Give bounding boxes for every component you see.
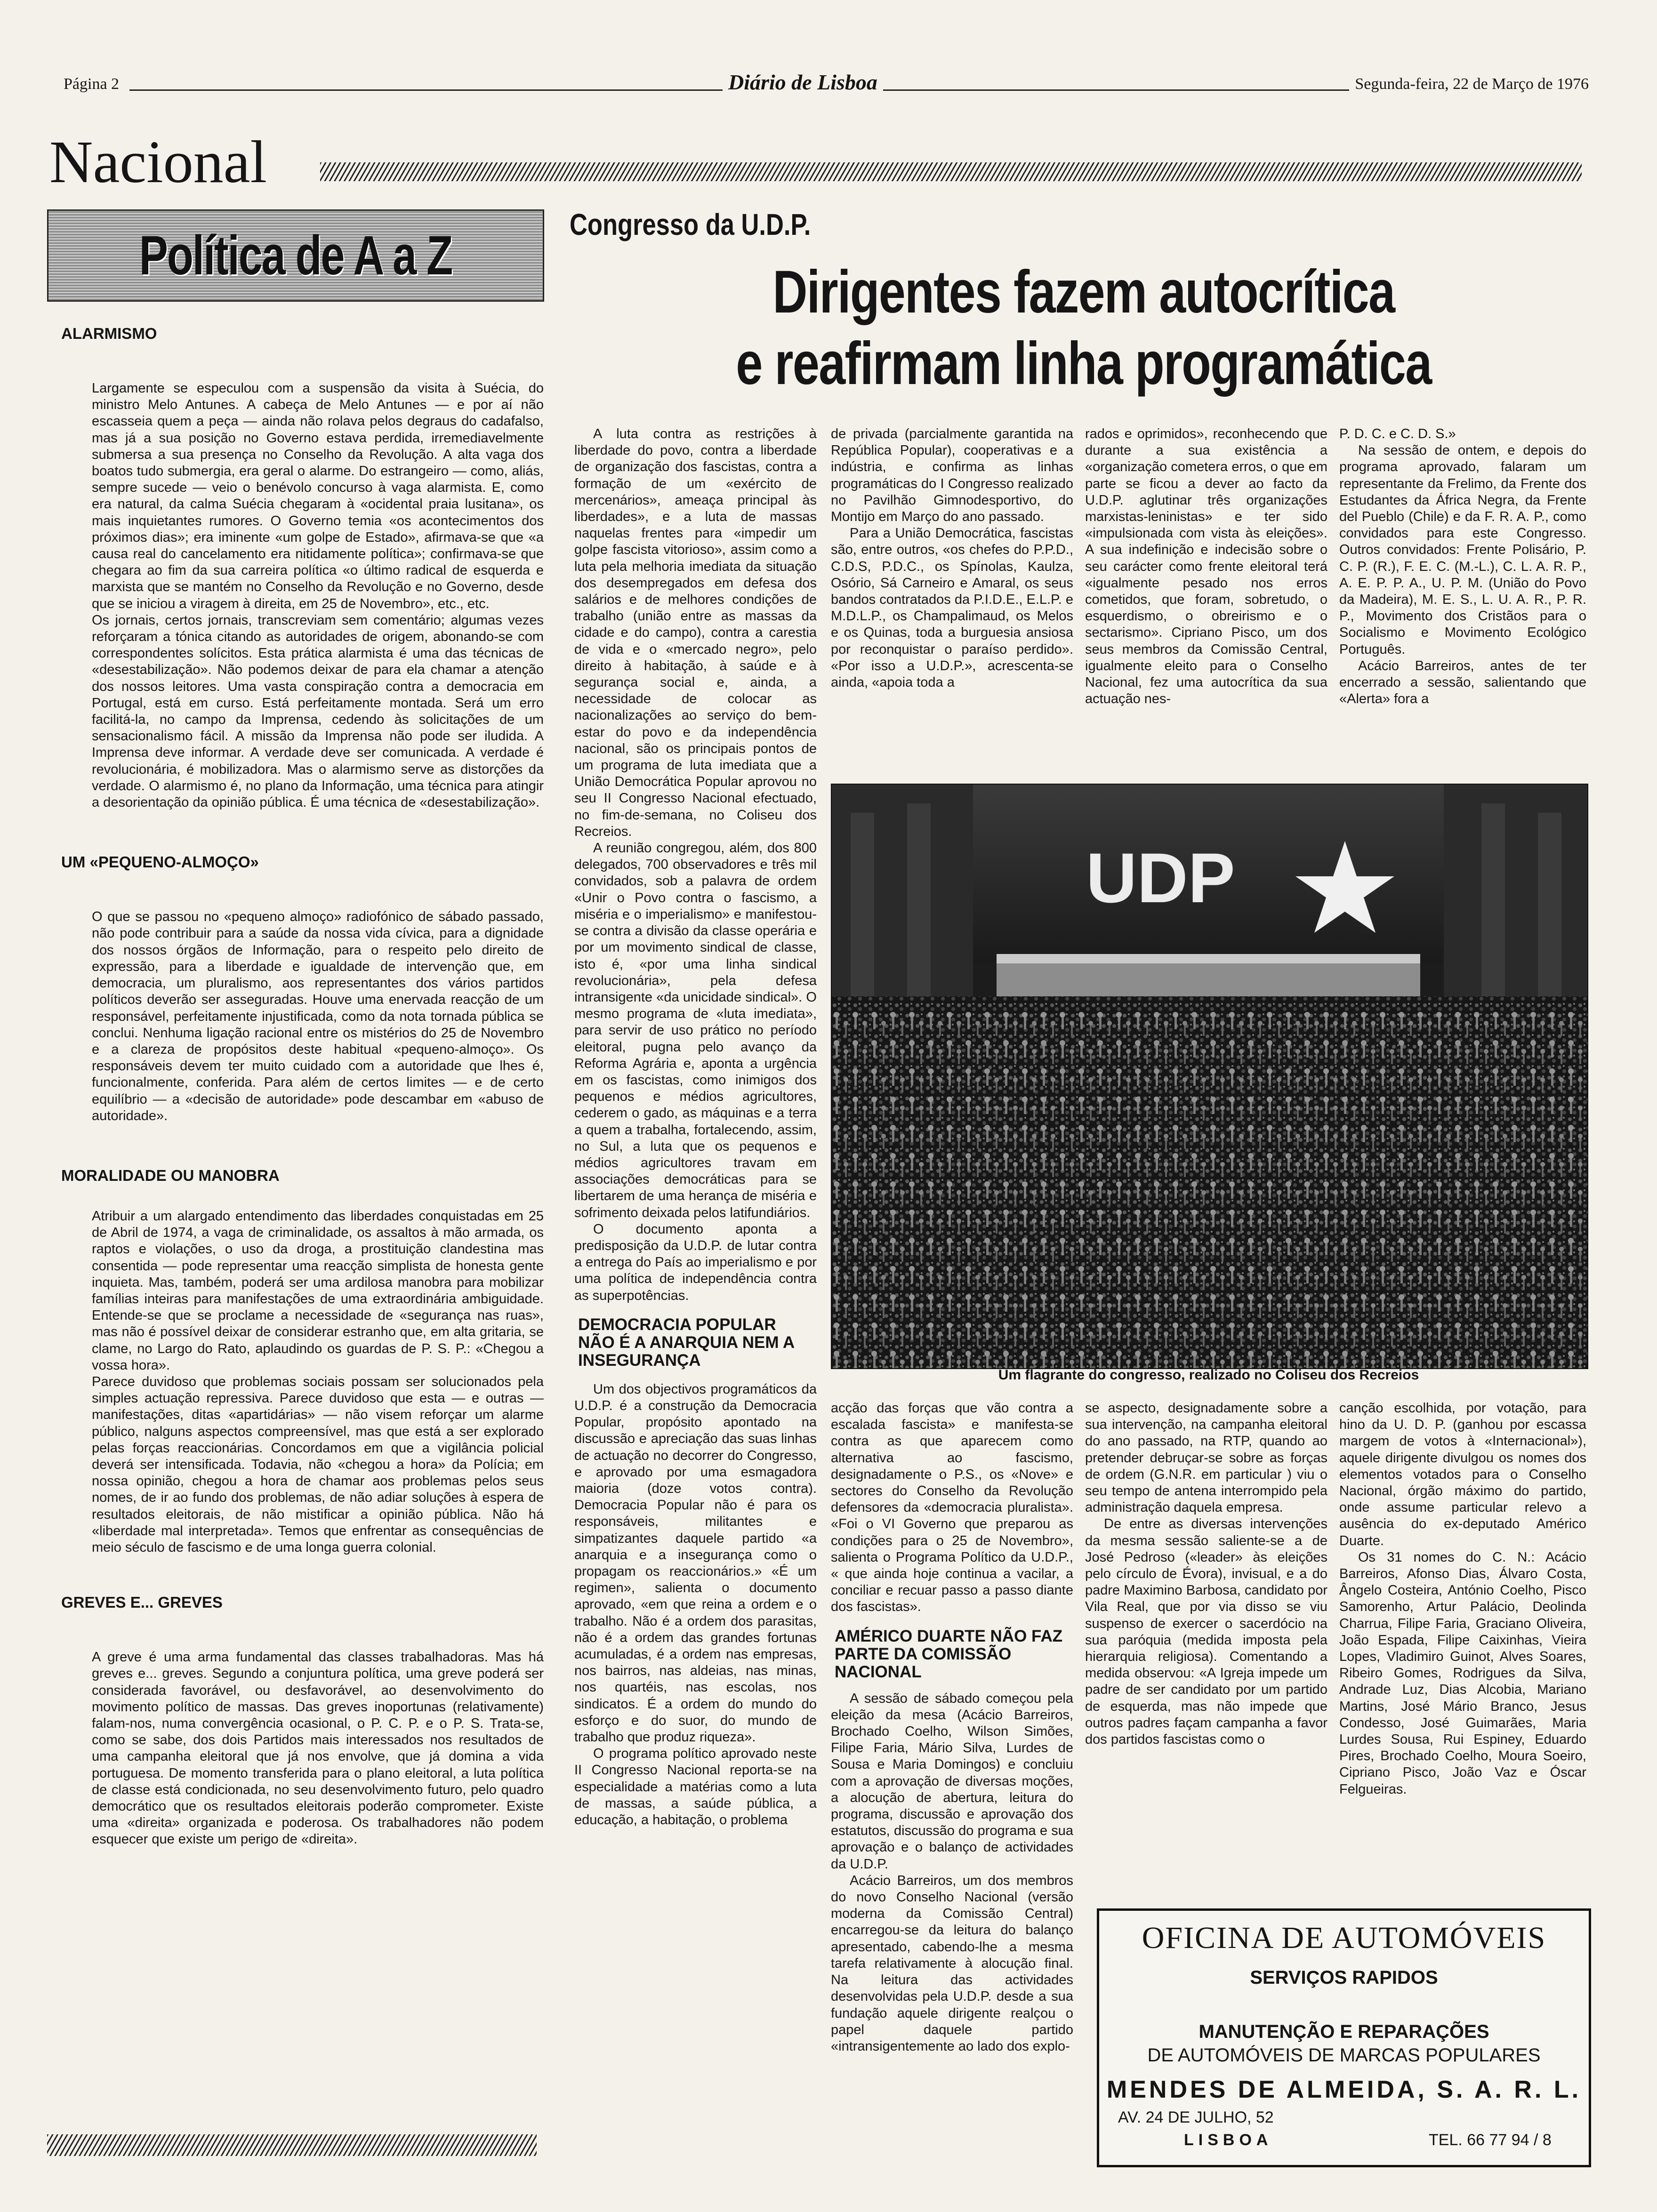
article-kicker: Congresso da U.D.P.	[570, 208, 811, 241]
article-paragraph: acção das forças que vão contra a escalada fascista» e manifesta-se contra as que aparecem como alternativa ao fascismo, designadamente o P.S., os «Nove» e sectores do Conselho da Revolução defensores da «democracia pluralista». «Foi o VI Governo que preparou as condições para o 25 de Novembro», salienta o Programa Político da U.D.P., « que ainda hoje continua a vacilar, a conciliar e recuar passo a passo diante dos fascistas».	[831, 1401, 1073, 1615]
article-paragraph: Acácio Barreiros, um dos membros do novo Conselho Nacional (versão moderna da Comissão Central) encarregou-se da leitura do balanço apresentado, cabendo-lhe a mesma tarefa relativamente à alocução final. Na leitura das actividades desenvolvidas pela U.D.P. desde a sua fundação aquele dirigente realçou o papel daquele partido «intransigentemente ao lado dos explo-	[831, 1873, 1073, 2054]
article-paragraph: A luta contra as restrições à liberdade do povo, contra a liberdade de organização dos fascistas, contra a formação de um «exército de mercenários», ameaça principal às liberdades», e a luta de massas naquelas frentes para «impedir um golpe fascista vitorioso», assim como a luta pela melhoria imediata da situação dos desempregados em defesa dos salários e de melhores condições de trabalho (união entre as massas da cidade e do campo), contra a carestia de vida e o «mercado negro», pelo direito à habitação, à saúde e à segurança social e, ainda, a necessidade de colocar as nacionalizações ao serviço do bem-estar do povo e da independência nacional, são os principais pontos de um programa de luta imediata que a União Democrática Popular aprovou no seu II Congresso Nacional efectuado, no fim-de-semana, no Coliseu dos Recreios.	[574, 426, 817, 839]
congress-photo	[831, 784, 1588, 1369]
item-greves	[49, 1594, 548, 1848]
article-paragraph: Acácio Barreiros, antes de ter encerrado a sessão, salientando que «Alerta» fora a	[1339, 658, 1586, 707]
item-heading: MORALIDADE OU MANOBRA	[61, 1166, 280, 1184]
section-hatch-bar	[320, 162, 1582, 181]
article-subhead: DEMOCRACIA POPULAR NÃO É A ANARQUIA NEM A INSEGURANÇA	[578, 1315, 794, 1370]
item-pequeno-almoco	[49, 853, 548, 1124]
article-col-1	[574, 426, 817, 1828]
udp-stage-text: UDP	[1086, 838, 1235, 917]
congress-photo-drawing	[832, 785, 1587, 1368]
article-subhead: AMÉRICO DUARTE NÃO FAZ PARTE DA COMISSÃO NACIONAL	[835, 1627, 1063, 1681]
article-paragraph: O programa político aprovado neste II Congresso Nacional reporta-se na especialidade a matérias como a luta de massas, a saúde pública, a educação, a habitação, o problema	[574, 1746, 817, 1828]
article-paragraph: A reunião congregou, além, dos 800 delegados, 700 observadores e três mil convidados, sob a palavra de ordem «Unir o Povo contra o fascismo, a miséria e o imperialismo» e manifestou-se contra a divisão da classe operária e por um movimento sindical de classe, isto é, «por uma linha sindical revolucionária», pela defesa intransigente «da unicidade sindical». O mesmo programa de «luta imediata», para servir de uso prático no período eleitoral, pugna pelo avanço da Reforma Agrária e, aponta a urgência em os fascistas, como inimigos dos pequenos e médios agricultores, cederem o gado, as máquinas e a terra a quem a trabalha, fortalecendo, assim, no Sul, a luta que os pequenos e médios agricultores travam em associações democráticas para se libertarem de uma herança de miséria e sofrimento deixada pelos latifundiários.	[574, 841, 817, 1220]
item-body: O que se passou no «pequeno almoço» radiofónico de sábado passado, não pode contribuir para a saúde da nossa vida cívica, para a dignidade dos nossos órgãos de Informação, para o respeito pelo direito de expressão, para a liberdade e igualdade de intervenção que, em democracia, um pluralismo, aos representantes dos vários partidos políticos deverão ser asseguradas. Houve uma enervada reacção de um responsável, perfeitamente injustificada, como da nota tornada pública se conclui. Nenhuma ligação racional entre os mistérios do 25 de Novembro e a clareza de propósitos deste habitual «pequeno-almoço». Os responsáveis devem ter muito cuidado com a autoridade que lhes é, funcionalmente, conferida. Para além de certos limites — e de certo equilíbrio — a «decisão de autoridade» pode descambar em «abuso de autoridade».	[92, 909, 544, 1123]
photo-caption: Um flagrante do congresso, realizado no Coliseu dos Recreios	[998, 1367, 1419, 1383]
column-banner-text: Política de A a Z	[139, 224, 452, 287]
ad-company-name: MENDES DE ALMEIDA, S. A. R. L.	[1106, 2076, 1582, 2103]
item-heading: GREVES E... GREVES	[61, 1594, 223, 1611]
article-paragraph: P. D. C. e C. D. S.»	[1339, 426, 1456, 441]
item-moralidade	[49, 1167, 548, 1556]
article-paragraph: Para a União Democrática, fascistas são, entre outros, «os chefes do P.P.D., C.D.S, P.D.C., os Spínolas, Kaulza, Osório, Sá Carneiro e Amaral, os seus bandos contratados da P.I.D.E., E.L.P. e M.D.L.P., os Champalimaud, os Melos e os Quinas, toda a burguesia ansiosa por reconquistar o paraíso perdido». «Por isso a U.D.P.», acrescenta-se ainda, «apoia toda a	[831, 526, 1073, 690]
article-paragraph: rados e oprimidos», reconhecendo que durante a sua existência a «organização cometera erros, o que em parte se ficou a dever ao facto da U.D.P. aglutinar três organizações marxistas-leninistas» e ter sido «impulsionada com vista às eleições». A sua indefinição e indecisão sobre o seu carácter como frente eleitoral terá «igualmente pesado nos erros cometidos, que foram, sobretudo, o esquerdismo, o obreirismo e o sectarismo». Cipriano Pisco, um dos seus membros da Comissão Central, igualmente eleito para o Conselho Nacional, fez uma autocrítica da sua actuação nes-	[1085, 426, 1327, 707]
page-number: Página 2	[64, 75, 120, 93]
article-paragraph: A sessão de sábado começou pela eleição da mesa (Acácio Barreiros, Brochado Coelho, Wilson Simões, Filipe Faria, Mário Silva, Lurdes de Sousa e Maria Domingos) e concluiu com a aprovação de diversas moções, a alocução de abertura, leitura do programa, discussão e aprovação dos estatutos, discussão do programa e sua aprovação e o balanço de actividades da U.D.P.	[831, 1691, 1073, 1872]
article-paragraph: O documento aponta a predisposição da U.D.P. de lutar contra a entrega do País ao imperialismo e por uma política de independência contra as superpotências.	[574, 1221, 817, 1303]
item-body: Largamente se especulou com a suspensão da visita à Suécia, do ministro Melo Antunes. A cabeça de Melo Antunes — e por aí não escasseia quem a peça — ainda não rolava pelos degraus do cadafalso, mas já a sua posição no Governo estava perdida, irremediavelmente submersa a sua presença no Conselho da Revolução. A alta vaga dos boatos tudo submergia, era geral o alarme. Do estrangeiro — como, aliás, sempre sucede — veio o benévolo concurso à vaga alarmista. E, como era natural, da calma Suécia chegaram à «ocidental praia lusitana», os mais inquietantes rumores. O Governo temia «os acontecimentos dos próximos dias»; era iminente «um golpe de Estado», afirmava-se que «a causa real do cancelamento era nitidamente política»; confirmava-se que chegara ao fim da sua carreira política «o último radical de esquerda e marxista que se mantém no Conselho da Revolução e no Governo, desde que se iniciou a viragem à direita, em 25 de Novembro», etc., etc. Os jornais, certos jornais, transcreviam sem comentário; algumas vezes reforçaram a tónica citando as autoridades de origem, abonando-se com correspondentes solícitos. Esta prática alarmista é uma das técnicas de «desestabilização». Não podemos deixar de para ela chamar a atenção dos nossos leitores. Uma vasta conspiração contra a democracia em Portugal, está em curso. Está perfeitamente montada. Será um erro facilitá-la, no campo da Imprensa, cedendo às solicitações de um sensacionalismo fácil. A missão da Imprensa não pode ser iludida. A Imprensa deve informar. A verdade deve ser comunicada. A verdade é revolucionária, é mobilizadora. Mas o alarmismo serve as distorções da verdade. O alarmismo é, no plano da Informação, uma técnica para atingir a desorientação da opinião pública. É uma técnica de «desestabilização».	[92, 381, 544, 810]
left-column-hatch	[47, 2134, 537, 2156]
ad-address: AV. 24 DE JULHO, 52	[1118, 2108, 1274, 2126]
article-col-5	[831, 1400, 1073, 2055]
article-col-3	[1085, 426, 1327, 707]
item-body: Atribuir a um alargado entendimento das liberdades conquistadas em 25 de Abril de 1974, a vaga de criminalidade, os assaltos à mão armada, os raptos e violações, o uso da droga, a prostituição clandestina mas consentida — pode representar uma reacção simplista de honesta gente inquieta. Mas, também, poderá ser uma ardilosa manobra para mobilizar famílias inteiras para manifestações de uma extraordinária ambiguidade. Entende-se que se proclame a necessidade de «segurança nas ruas», mas não é possível deixar de considerar estranho que, em alta gritaria, se clame, no Largo do Rato, aplaudindo os guardas de P. S. P.: «Chegou a vossa hora». Parece duvidoso que problemas sociais possam ser solucionados pela simples actuação repressiva. Parece duvidoso que esta — e outras — manifestações, ditas «apartidárias» — não visem reforçar um alarme público, nalguns aspectos compreensível, mas que está a ser explorado pelas forças reaccionárias. Concordamos em que a vigilância policial deverá ser intensificada. Todavia, não «chegou a hora» da Polícia; em nossa opinião, chegou a hora de chamar aos problemas pelos seus nomes, de ir ao fundo dos problemas, de não adiar soluções à espera de resultados eleitorais, de não mistificar a opinião pública. Não há «liberdade mal interpretada». Temos que enfrentar as consequências de meio século de fascismo e de uma longa guerra colonial.	[92, 1208, 544, 1555]
masthead	[64, 66, 1589, 99]
item-heading: UM «PEQUENO-ALMOÇO»	[61, 853, 259, 871]
article-paragraph: canção escolhida, por votação, para hino da U. D. P. (ganhou por escassa margem de votos à «Internacional»), aquele dirigente divulgou os nomes dos elementos votados para o Conselho Nacional, órgão máximo do partido, onde assume particular relevo a ausência do ex-deputado Américo Duarte.	[1339, 1401, 1586, 1548]
article-headline: Dirigentes fazem autocrítica e reafirmam linha programática	[736, 258, 1432, 397]
ad-title: OFICINA DE AUTOMÓVEIS	[1142, 1921, 1546, 1955]
left-column	[49, 325, 548, 1848]
newspaper-name: Diário de Lisboa	[723, 70, 883, 95]
car-workshop-ad	[1097, 1908, 1591, 2167]
article-col-2	[831, 426, 1073, 691]
ad-line-2: DE AUTOMÓVEIS DE MARCAS POPULARES	[1147, 2045, 1541, 2066]
ad-subtitle: SERVIÇOS RAPIDOS	[1250, 1967, 1438, 1988]
section-title: Nacional	[49, 128, 267, 195]
article-paragraph: Um dos objectivos programáticos da U.D.P. é a construção da Democracia Popular, propósito apontado na discussão e apreciação das suas linhas de actuação no decorrer do Congresso, e aprovado por uma esmagadora maioria (doze votos contra). Democracia Popular não é para os responsáveis, militantes e simpatizantes daquele partido «a anarquia e a insegurança como o propagam os reaccionários.» «É um regimen», salienta o documento aprovado, «em que reina a ordem e o trabalho. Não é a ordem dos parasitas, não é a ordem das grandes fortunas acumuladas, é a ordem nas empresas, nos bairros, nas aldeias, nas minas, nos quartéis, nas escolas, nos sindicatos. É a ordem do mundo do esforço e do suor, do mundo de trabalho que produz riqueza».	[574, 1381, 817, 1745]
article-paragraph: Os 31 nomes do C. N.: Acácio Barreiros, Afonso Dias, Álvaro Costa, Ângelo Costeira, António Coelho, Pisco Samorenho, Artur Palácio, Deolinda Charrua, Filipe Faria, Graciano Oliveira, João Espada, Filipe Caixinhas, Vieira Lopes, Vladimiro Guinot, Alves Soares, Ribeiro Gomes, Rodrigues da Silva, Andrade Luz, Dias Alcobia, Mariano Martins, José Mário Branco, Jesus Condesso, José Guimarães, Maria Lurdes Sousa, Rui Espiney, Eduardo Pires, Brochado Coelho, Moura Soeiro, Cipriano Pisco, João Vaz e Óscar Felgueiras.	[1339, 1549, 1586, 1797]
ad-line-1: MANUTENÇÃO E REPARAÇÕES	[1199, 2021, 1489, 2042]
ad-telephone: TEL. 66 77 94 / 8	[1429, 2131, 1552, 2149]
article-paragraph: se aspecto, designadamente sobre a sua intervenção, na campanha eleitoral do ano passado, na RTP, quando ao pretender debruçar-se sobre as forças de ordem (G.N.R. em particular ) viu o seu tempo de antena interrompido pela administração daquela empresa.	[1085, 1401, 1327, 1515]
article-paragraph: De entre as diversas intervenções da mesma sessão saliente-se a de José Pedroso («leader» às eleições pelo círculo de Évora), invisual, e a do padre Maximino Barbosa, candidato por Vila Real, que por via disso se viu suspenso de exercer o sacerdócio na sua paróquia (medida imposta pela hierarquia religiosa). Comentando a medida observou: «A Igreja impede um padre de ser candidato por um partido de esquerda, mas não impede que outros padres façam campanha a favor dos partidos fascistas como o	[1085, 1516, 1327, 1747]
item-heading: ALARMISMO	[61, 325, 157, 342]
item-body: A greve é uma arma fundamental das classes trabalhadoras. Mas há greves e... greves. Segundo a conjuntura política, uma greve poderá ser considerada favorável, ou desfavorável, ao desenvolvimento do movimento político de massas. Das greves inoportunas (relativamente) falam-nos, numa convergência ocasional, o P. C. P. e o P. S. Trata-se, como se sabe, dos dois Partidos mais interessados nos resultados de uma campanha eleitoral que já nos envolve, que já domina a vida portuguesa. De momento transferida para o plano eleitoral, a luta política de classe está condicionada, no seu desenvolvimento futuro, pelo quadro democrático que os resultados eleitorais poderão comprometer. Existe uma «direita» organizada e poderosa. Os trabalhadores não podem esquecer que existe um perigo de «direita».	[92, 1650, 544, 1847]
column-banner	[47, 209, 544, 302]
item-alarmismo	[49, 325, 548, 811]
article-col-6	[1085, 1400, 1327, 1748]
issue-date: Segunda-feira, 22 de Março de 1976	[1349, 75, 1589, 93]
article-col-7	[1339, 1400, 1586, 1798]
ad-city: LISBOA	[1184, 2131, 1273, 2149]
article-paragraph: Na sessão de ontem, e depois do programa aprovado, falaram um representante da Frelimo, da Frente dos Estudantes da África Negra, da Frente del Pueblo (Chile) e da F. R. A. P., como convidados para este Congresso. Outros convidados: Frente Polisário, P. C. P. (R.), F. E. C. (M.-L.), C. L. A. R. P., A. E. P. P. A., U. P. M. (União do Povo da Madeira), M. E. S., L. U. A. R., P. R. P., Movimento dos Cristãos para o Socialismo e Movimento Ecológico Português.	[1339, 443, 1586, 657]
article-col-4	[1339, 426, 1586, 707]
article-paragraph: de privada (parcialmente garantida na República Popular), cooperativas e a indústria, e confirma as linhas programáticas do I Congresso realizado no Pavilhão Gimnodesportivo, do Montijo em Março do ano passado.	[831, 426, 1073, 525]
